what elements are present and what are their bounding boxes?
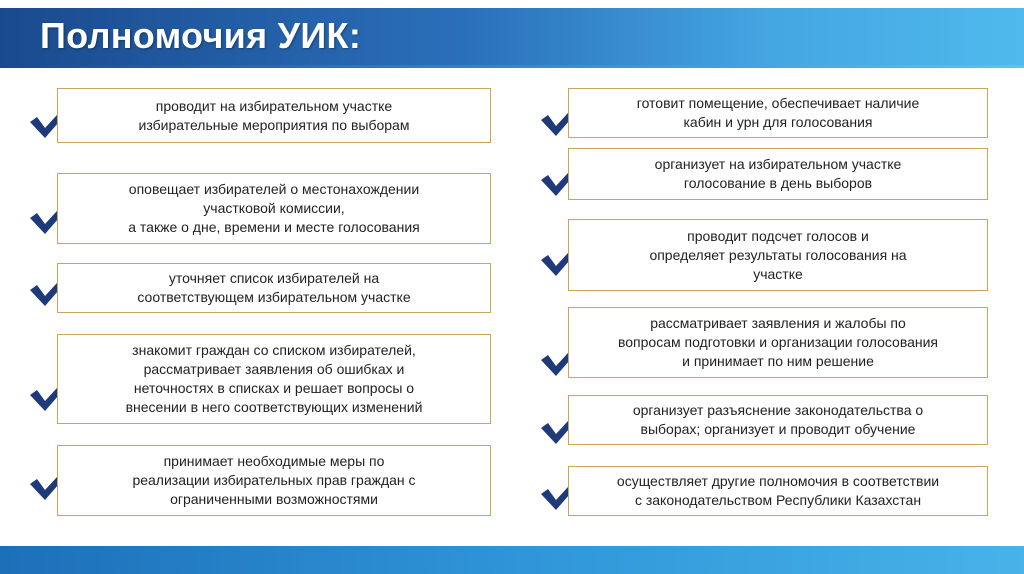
power-item-text: осуществляет другие полномочия в соответствии с законодательством Республики Казахстан (616, 473, 940, 508)
power-item-left-2 (57, 173, 491, 244)
power-item-left-3 (57, 263, 491, 313)
power-item-text: готовит помещение, обеспечивает наличие кабин и урн для голосования (636, 95, 920, 130)
power-item-left-5 (57, 445, 491, 516)
power-item-text: знакомит граждан со списком избирателей, рассматривает заявления об ошибках и неточностях в списках и решает вопросы о внесении в него соответствующих изменений (125, 342, 423, 415)
power-item-right-2 (568, 148, 988, 200)
power-item-text: оповещает избирателей о местонахождении участковой комиссии, а также о дне, времени и месте голосования (128, 181, 420, 235)
power-item-text: проводит подсчет голосов и определяет результаты голосования на участке (649, 227, 907, 282)
header-underline (0, 65, 1024, 68)
power-item-right-4 (568, 307, 988, 378)
footer-bar (0, 546, 1024, 574)
power-item-right-6 (568, 466, 988, 516)
power-item-text: уточняет список избирателей на соответствующем избирательном участке (137, 270, 411, 305)
page-title: Полномочия УИК: (40, 15, 362, 56)
power-item-left-1 (57, 88, 491, 143)
power-item-text: организует на избирательном участке голосование в день выборов (654, 156, 902, 191)
power-item-right-3 (568, 219, 988, 291)
power-item-left-4 (57, 334, 491, 424)
power-item-right-1 (568, 88, 988, 138)
power-item-text: проводит на избирательном участке избирательные мероприятия по выборам (138, 97, 410, 133)
power-item-right-5 (568, 395, 988, 445)
power-item-text: рассматривает заявления и жалобы по вопросам подготовки и организации голосования и принимает по ним решение (617, 315, 939, 369)
power-item-text: организует разъяснение законодательства о выборах; организует и проводит обучение (632, 402, 924, 437)
power-item-text: принимает необходимые меры по реализации избирательных прав граждан с ограниченными возможностями (132, 453, 416, 507)
